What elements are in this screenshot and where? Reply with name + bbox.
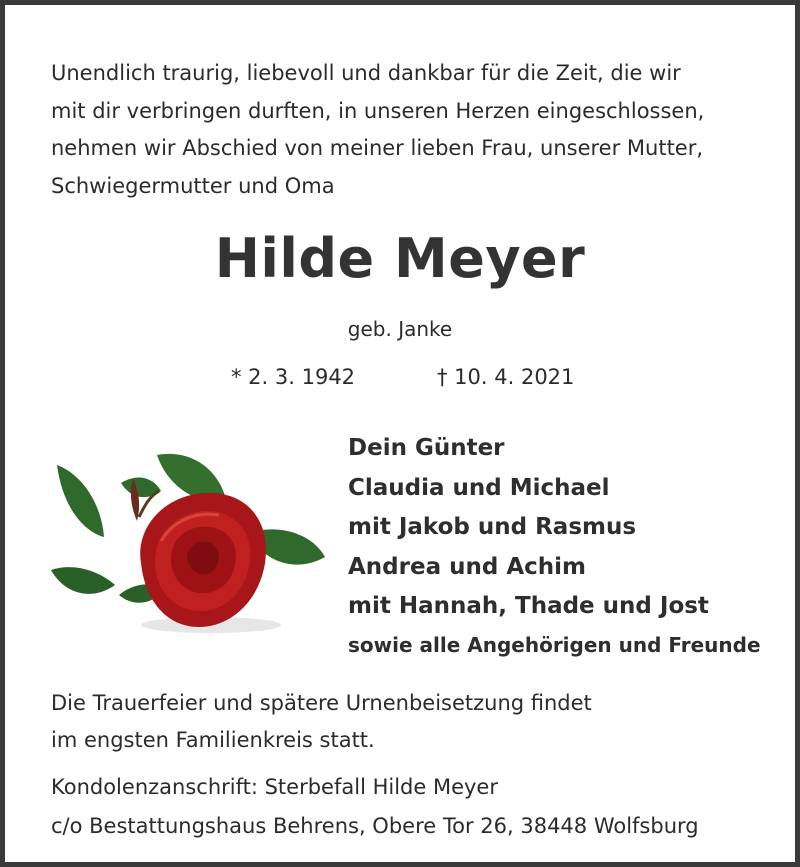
contact-line-1: Kondolenzanschrift: Sterbefall Hilde Meyer (51, 775, 498, 799)
service-line-1: Die Trauerfeier und spätere Urnenbeisetzung findet (51, 691, 592, 715)
contact-line-2: c/o Bestattungshaus Behrens, Obere Tor 26, 38448 Wolfsburg (51, 814, 699, 838)
mourner-line-2: Claudia und Michael (348, 474, 610, 501)
intro-text (51, 55, 771, 205)
condolence-address (51, 768, 699, 846)
mourner-line-1: Dein Günter (348, 435, 505, 461)
birth-name: geb. Janke (347, 317, 453, 341)
mourners-list (348, 429, 761, 663)
death-date: † 10. 4. 2021 (437, 365, 575, 389)
leaf-left-top (57, 465, 104, 537)
mourner-line-5: mit Hannah, Thade und Jost (348, 593, 709, 619)
deceased-name: Hilde Meyer (214, 227, 586, 290)
intro-line-4: Schwiegermutter und Oma (51, 173, 335, 198)
mourner-line-3: mit Jakob und Rasmus (348, 514, 637, 540)
intro-line-1: Unendlich traurig, liebevoll und dankbar für die Zeit, die wir (51, 61, 681, 85)
service-line-2: im engsten Familienkreis statt. (51, 728, 375, 752)
birth-date: * 2. 3. 1942 (231, 365, 356, 389)
rose-image (49, 445, 327, 645)
intro-line-2: mit dir verbringen durften, in unseren Herzen eingeschlossen, (51, 98, 705, 123)
mourner-line-4: Andrea und Achim (348, 553, 586, 580)
leaf-left-bottom (51, 567, 115, 594)
intro-line-3: nehmen wir Abschied von meiner lieben Frau, unserer Mutter, (51, 136, 704, 160)
mourner-line-last: sowie alle Angehörigen und Freunde (348, 632, 761, 657)
service-info (51, 685, 592, 759)
